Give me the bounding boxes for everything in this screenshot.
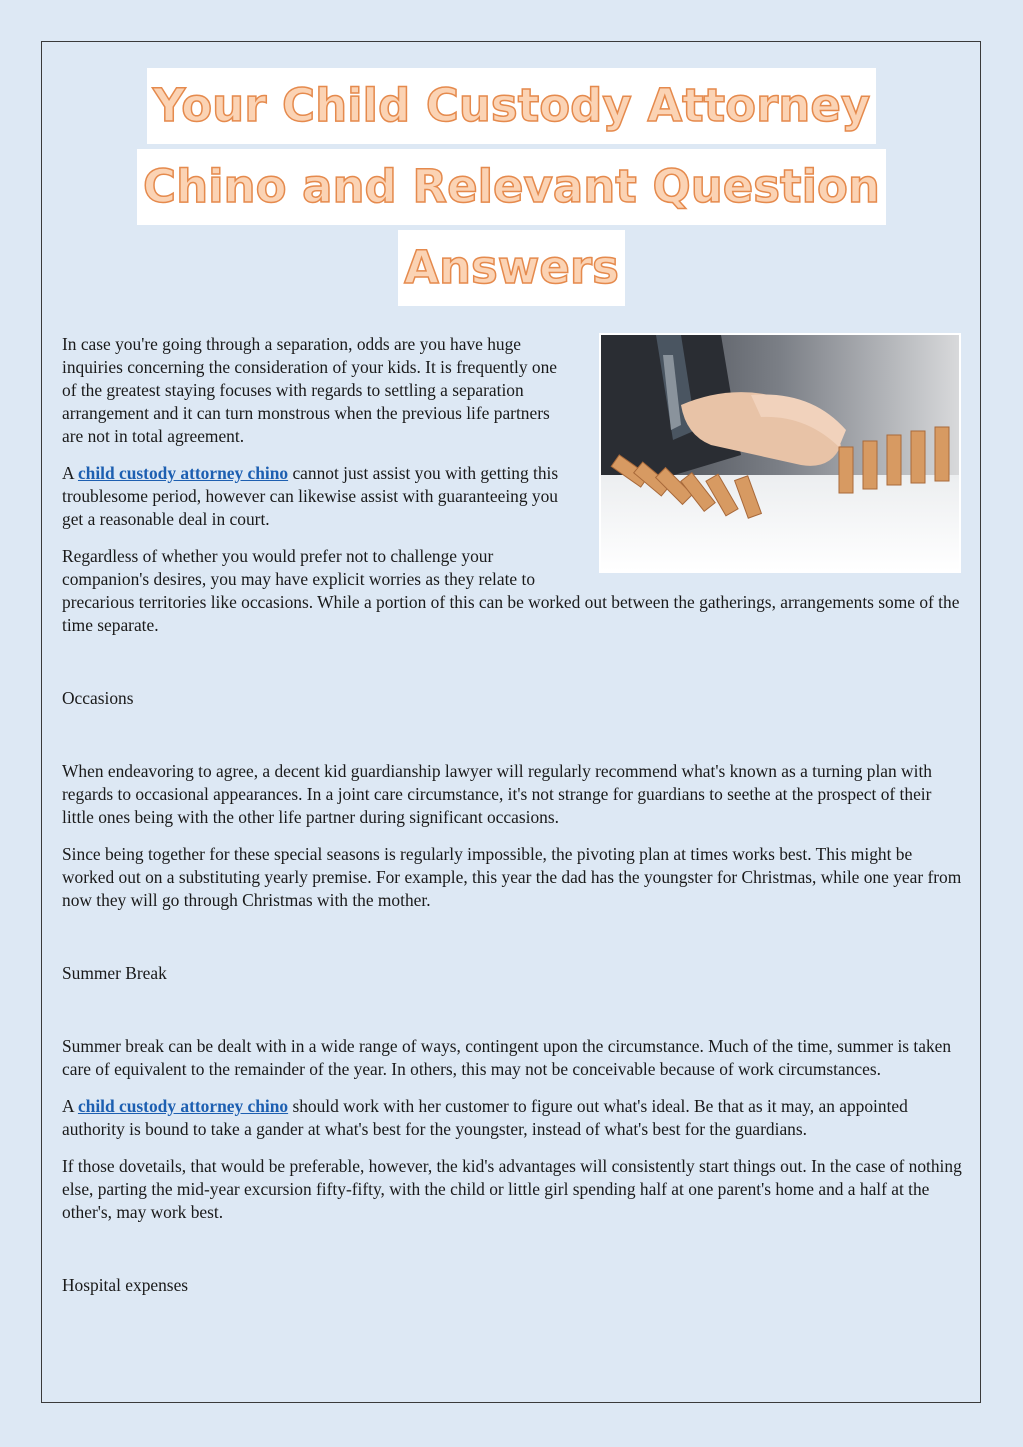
summer-paragraph-2-suffix: should work with her customer to figure out what's ideal. Be that as it may, an appointed authority is bound to take a gander at what's best for the youngster, instead of what's best for the guardians. [62,1096,908,1139]
dominoes-illustration [601,335,959,571]
title-line-1: Your Child Custody Attorney [147,68,876,144]
document-title [0,68,1023,311]
title-line-2: Chino and Relevant Question [137,149,886,225]
occasions-paragraph-1: When endeavoring to agree, a decent kid guardianship lawyer will regularly recommend what's known as a turning plan with regards to occasional appearances. In a joint care circumstance, it's not strange for guardians to seethe at the prospect of their little ones being with the other life partner during significant occasions. [62,761,932,827]
heading-hospital-expenses: Hospital expenses [62,1275,189,1295]
summer-paragraph-3: If those dovetails, that would be preferable, however, the kid's advantages will consistently start things out. In the case of nothing else, parting the mid-year excursion fifty-fifty, with the child or little girl spending half at one parent's home and a half at the other's, may work best. [62,1156,962,1222]
child-custody-attorney-link-2[interactable]: child custody attorney chino [77,1096,289,1116]
summer-paragraph-1: Summer break can be dealt with in a wide range of ways, contingent upon the circumstance. Much of the time, summer is taken care of equivalent to the remainder of the year. In others, this may not be conceivable because of work circumstances. [62,1036,952,1079]
intro-paragraph-2-suffix: cannot just assist you with getting this troublesome period, however can likewise assist with guaranteeing you get a reasonable deal in court. [62,463,559,529]
intro-paragraph-1: In case you're going through a separation, odds are you have huge inquiries concerning the consideration of your kids. It is frequently one of the greatest staying focuses with regards to settling a separation arrangement and it can turn monstrous when the previous life partners are not in total agreement. [62,334,558,446]
summer-paragraph-2-prefix: A [62,1096,78,1116]
occasions-paragraph-2: Since being together for these special seasons is regularly impossible, the pivoting plan at times works best. This might be worked out on a substituting yearly premise. For example, this year the dad has the youngster for Christmas, while one year from now they will go through Christmas with the mother. [62,844,962,910]
document-body [62,333,967,1297]
intro-paragraph-3: Regardless of whether you would prefer not to challenge your companion's desires, you may have explicit worries as they relate to precarious territories like occasions. While a portion of this can be worked out between the gatherings, arrangements some of the time separate. [62,546,960,635]
child-custody-attorney-link-1[interactable]: child custody attorney chino [77,463,289,483]
title-line-3: Answers [398,230,625,306]
summer-paragraph-2 [62,1095,967,1141]
heading-occasions: Occasions [62,688,134,708]
heading-summer-break: Summer Break [62,963,167,983]
intro-paragraph-2-prefix: A [62,463,78,483]
dominoes-photo [599,333,961,573]
